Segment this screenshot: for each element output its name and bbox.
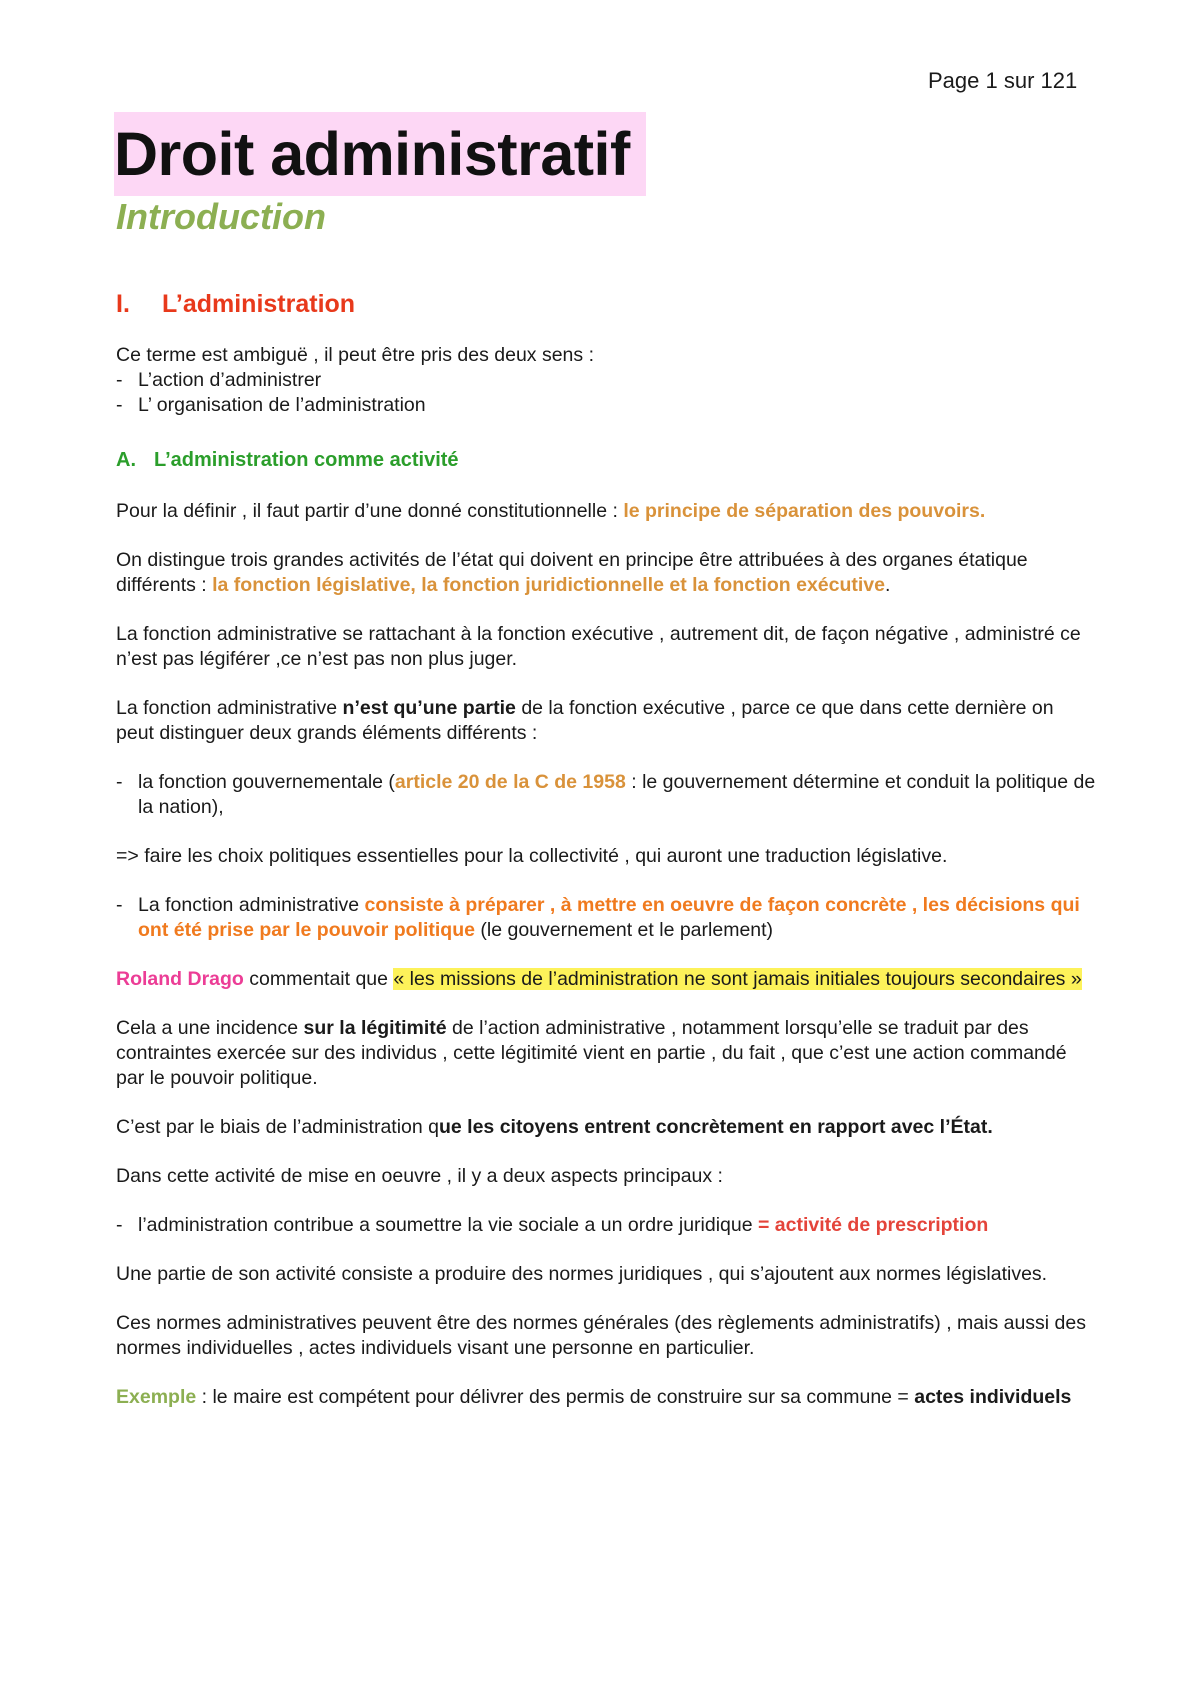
section-heading-1: I. L’administration: [116, 290, 356, 318]
paragraph-two-aspects: Dans cette activité de mise en oeuvre , il y a deux aspects principaux :: [116, 1165, 723, 1187]
paragraph-norms: Une partie de son activité consiste a produire des normes juridiques , qui s’ajoutent aux normes législatives.: [116, 1263, 1048, 1285]
list-item-governmental: - la fonction gouvernementale (article 20 de la C de 1958 : le gouvernement détermine et conduit la politique de la nation),: [116, 771, 1096, 818]
example-label: Exemple: [116, 1386, 197, 1408]
title-block: [114, 112, 646, 196]
paragraph-administrative-norms: Ces normes administratives peuvent être des normes générales (des règlements administratifs) , mais aussi des normes individuelles , actes individuels visant une personne en particulier.: [116, 1312, 1087, 1359]
document-body: [116, 292, 1096, 1434]
example-paragraph: Exemple : le maire est compétent pour délivrer des permis de construire sur sa commune = actes individuels: [116, 1386, 1072, 1408]
paragraph-administrative-function: La fonction administrative se rattachant à la fonction exécutive , autrement dit, de façon négative , administré ce n’est pas légiférer ,ce n’est pas non plus juger.: [116, 623, 1081, 670]
document-subtitle: Introduction: [116, 196, 326, 237]
document-title: Droit administratif: [114, 112, 646, 196]
arrow-line: => faire les choix politiques essentielles pour la collectivité , qui auront une traduction législative.: [116, 845, 948, 867]
list-item-administrative: - La fonction administrative consiste à préparer , à mettre en oeuvre de façon concrète , les décisions qui ont été prise par le pouvoir politique (le gouvernement et le parlement): [116, 894, 1080, 941]
highlighted-quote: « les missions de l’administration ne sont jamais initiales toujours secondaires »: [393, 968, 1082, 990]
list-item: - L’ organisation de l’administration: [116, 394, 426, 416]
page-number: Page 1 sur 121: [928, 68, 1078, 93]
paragraph-executive-part: La fonction administrative n’est qu’une partie de la fonction exécutive , parce ce que dans cette dernière on peut distinguer deux grands éléments différents :: [116, 697, 1054, 744]
list-item-prescription: - l’administration contribue a soumettre la vie sociale a un ordre juridique = activité de prescription: [116, 1214, 989, 1236]
paragraph-citizens: C’est par le biais de l’administration que les citoyens entrent concrètement en rapport avec l’État.: [116, 1116, 993, 1138]
section-heading-A: A. L’administration comme activité: [116, 449, 459, 471]
intro-paragraph: Ce terme est ambiguë , il peut être pris des deux sens :: [116, 344, 594, 366]
paragraph-legitimacy: Cela a une incidence sur la légitimité de l’action administrative , notamment lorsqu’elle se traduit par des contraintes exercée sur des individus , cette légitimité vient en partie , du fait , que c’est une action commandé par le pouvoir politique.: [116, 1017, 1067, 1089]
paragraph-definition: Pour la définir , il faut partir d’une donné constitutionnelle : le principe de séparation des pouvoirs.: [116, 500, 986, 522]
quote-author: Roland Drago: [116, 968, 244, 990]
quote-paragraph: Roland Drago commentait que « les missions de l’administration ne sont jamais initiales toujours secondaires »: [116, 968, 1082, 990]
paragraph-three-activities: On distingue trois grandes activités de l’état qui doivent en principe être attribuées à des organes étatique différents : la fonction législative, la fonction juridictionnelle et la fonction exécutive.: [116, 549, 1028, 596]
list-item: - L’action d’administrer: [116, 369, 322, 391]
